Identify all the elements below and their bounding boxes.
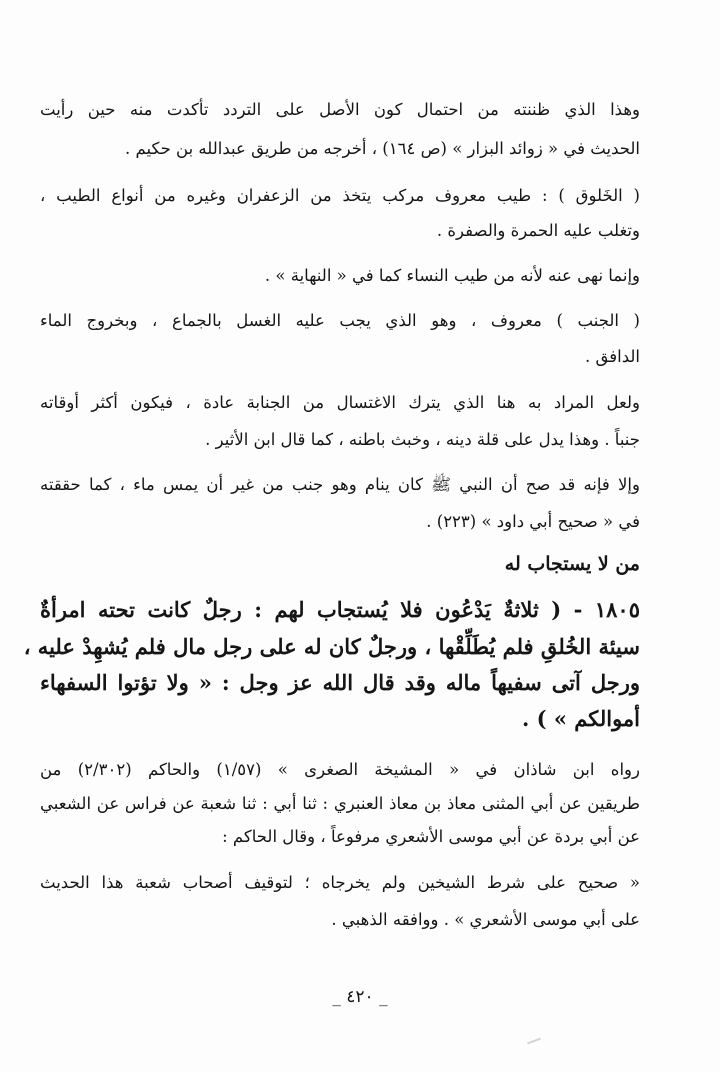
text-line: ولعل المراد به هنا الذي يترك الاغتسال من الجنابة عادة ، فيكون أكثر أوقاته	[40, 393, 640, 412]
page-number: _ ٤٢٠ _	[332, 987, 388, 1007]
text-line: الدافق .	[585, 347, 640, 366]
text-line: الحديث في « زوائد البزار » (ص ١٦٤) ، أخرجه من طريق عبدالله بن حكيم .	[125, 139, 640, 158]
section-heading: من لا يستجاب له	[504, 553, 640, 575]
hadith-line: ١٨٠٥ - ( ثلاثةٌ يَدْعُون فلا يُستجاب لهم : رجلٌ كانت تحته امرأةٌ	[40, 597, 640, 622]
text-line: وإنما نهى عنه لأنه من طيب النساء كما في « النهاية » .	[264, 266, 640, 285]
text-line: ( الخَلوق ) : طيب معروف مركب يتخذ من الزعفران وغيره من أنواع الطيب ،	[40, 186, 640, 205]
hadith-line: ورجل آتى سفيهاً ماله وقد قال الله عز وجل : « ولا تؤتوا السفهاء	[40, 670, 640, 695]
scan-speck	[527, 1038, 541, 1045]
text-line: على أبي موسى الأشعري » . ووافقه الذهبي .	[331, 910, 640, 929]
text-line: جنباً . وهذا يدل على قلة دينه ، وخبث باطنه ، كما قال ابن الأثير .	[205, 430, 640, 449]
hadith-line: أموالكم » ) .	[521, 706, 640, 731]
text-line: وهذا الذي ظننته من احتمال كون الأصل على التردد تأكدت منه حين رأيت	[40, 100, 640, 119]
text-line: رواه ابن شاذان في « المشيخة الصغرى » (١/٥٧) والحاكم (٢/٣٠٢) من	[40, 760, 640, 779]
text-line: وتغلب عليه الحمرة والصفرة .	[436, 221, 640, 240]
text-line: عن أبي بردة عن أبي موسى الأشعري مرفوعاً ، وقال الحاكم :	[222, 827, 640, 846]
hadith-line: سيئة الخُلقِ فلم يُطَلِّقْها ، ورجلٌ كان له على رجل مال فلم يُشهِدْ عليه ،	[23, 634, 640, 659]
text-line: « صحيح على شرط الشيخين ولم يخرجاه ؛ لتوقيف أصحاب شعبة هذا الحديث	[40, 873, 640, 892]
text-line: وإلا فإنه قد صح أن النبي ﷺ كان ينام وهو جنب من غير أن يمس ماء ، كما حققته	[40, 475, 640, 494]
text-line: ( الجنب ) معروف ، وهو الذي يجب عليه الغسل بالجماع ، وبخروج الماء	[40, 311, 640, 330]
text-line: طريقين عن أبي المثنى معاذ بن معاذ العنبري : ثنا أبي : ثنا شعبة عن فراس عن الشعبي	[40, 794, 640, 813]
text-line: في « صحيح أبي داود » (٢٢٣) .	[426, 512, 640, 531]
